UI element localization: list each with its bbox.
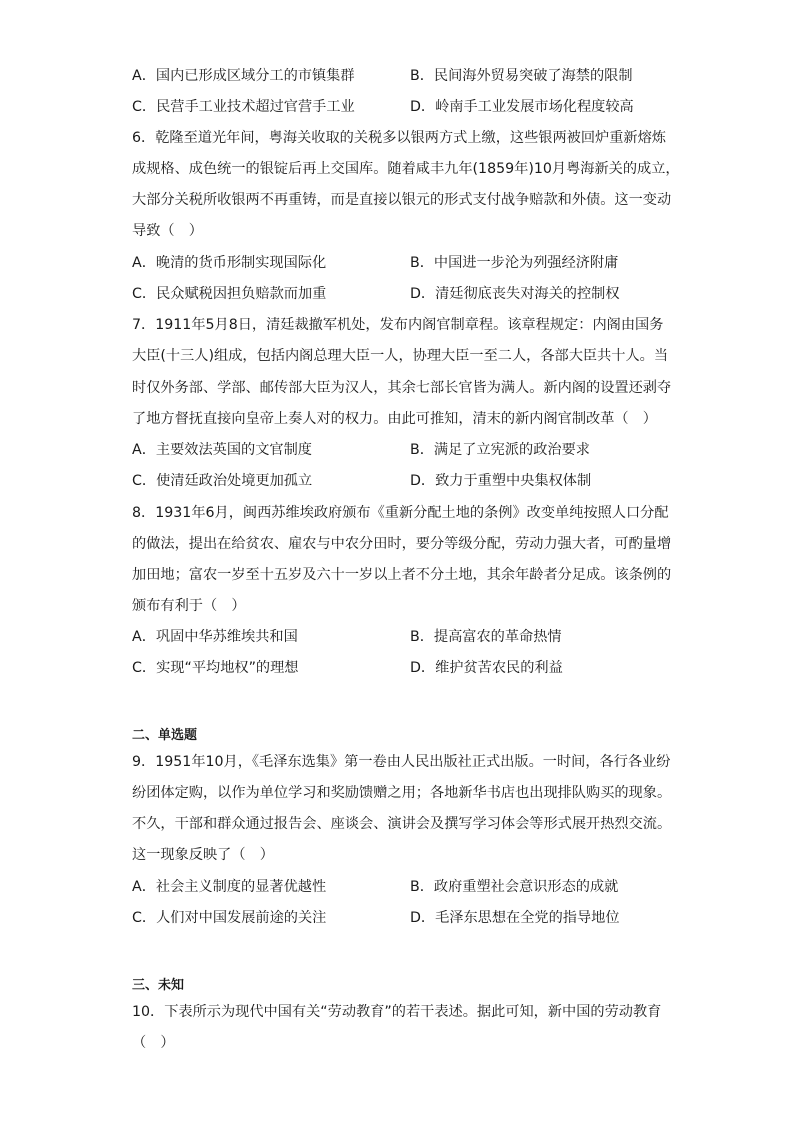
q6-option-a[interactable]: A．晚清的货币形制实现国际化 (132, 255, 327, 271)
q7-stem-line: 大臣(十三人)组成，包括内阁总理大臣一人，协理大臣一至二人，各部大臣共十人。当 (132, 348, 669, 364)
q9-option-b[interactable]: B．政府重塑社会意识形态的成就 (410, 879, 619, 895)
q7-stem-line: 7．1911年5月8日，清廷裁撤军机处，发布内阁官制章程。该章程规定：内阁由国务 (132, 317, 664, 333)
q7-option-c[interactable]: C．使清廷政治处境更加孤立 (132, 473, 313, 489)
q6-stem-line: 大部分关税所收银两不再重铸，而是直接以银元的形式支付战争赔款和外债。这一变动 (132, 192, 672, 208)
q6-option-c[interactable]: C．民众赋税因担负赔款而加重 (132, 286, 327, 302)
q8-option-b[interactable]: B．提高富农的革命热情 (410, 629, 562, 645)
section-heading-unknown: 三、未知 (132, 978, 185, 993)
q9-stem-line: 不久，干部和群众通过报告会、座谈会、演讲会及撰写学习体会等形式展开热烈交流。 (132, 816, 672, 832)
q8-stem-line: 8．1931年6月，闽西苏维埃政府颁布《重新分配土地的条例》改变单纯按照人口分配 (132, 505, 669, 521)
q10-stem-line: （ ） (132, 1035, 175, 1051)
q8-option-a[interactable]: A．巩固中华苏维埃共和国 (132, 629, 298, 645)
q6-option-d[interactable]: D．清廷彻底丧失对海关的控制权 (410, 286, 620, 302)
q9-stem-line: 9．1951年10月，《毛泽东选集》第一卷由人民出版社正式出版。一时间，各行各业纷 (132, 754, 671, 770)
q6-stem-line: 成规格、成色统一的银锭后再上交国库。随着咸丰九年(1859年)10月粤海新关的成立， (132, 161, 680, 177)
q6-stem-line: 6．乾隆至道光年间，粤海关收取的关税多以银两方式上缴，这些银两被回炉重新熔炼 (132, 130, 666, 146)
q9-option-d[interactable]: D．毛泽东思想在全党的指导地位 (410, 910, 620, 926)
q8-stem-line: 的做法，提出在给贫农、雇农与中农分田时，要分等级分配，劳动力强大者，可酌量增 (132, 536, 672, 552)
q7-option-b[interactable]: B．满足了立宪派的政治要求 (410, 442, 590, 458)
q9-option-a[interactable]: A．社会主义制度的显著优越性 (132, 879, 327, 895)
q7-option-a[interactable]: A．主要效法英国的文官制度 (132, 442, 312, 458)
q6-option-b[interactable]: B．中国进一步沦为列强经济附庸 (410, 255, 619, 271)
q5-option-d[interactable]: D．岭南手工业发展市场化程度较高 (410, 99, 634, 115)
q5-option-c[interactable]: C．民营手工业技术超过官营手工业 (132, 99, 355, 115)
q8-stem-line: 加田地；富农一岁至十五岁及六十一岁以上者不分土地，其余年龄者分足成。该条例的 (132, 567, 672, 583)
q9-stem-line: 这一现象反映了（ ） (132, 847, 274, 863)
q5-option-b[interactable]: B．民间海外贸易突破了海禁的限制 (410, 68, 633, 84)
q10-stem-line: 10．下表所示为现代中国有关“劳动教育”的若干表述。据此可知，新中国的劳动教育 (132, 1004, 662, 1020)
q8-stem-line: 颁布有利于（ ） (132, 598, 246, 614)
q8-option-c[interactable]: C．实现“平均地权”的理想 (132, 660, 299, 676)
q5-option-a[interactable]: A．国内已形成区域分工的市镇集群 (132, 68, 355, 84)
q6-stem-line: 导致（ ） (132, 223, 203, 239)
q7-stem-line: 时仅外务部、学部、邮传部大臣为汉人，其余七部长官皆为满人。新内阁的设置还剥夺 (132, 380, 672, 396)
q9-stem-line: 纷团体定购，以作为单位学习和奖励馈赠之用；各地新华书店也出现排队购买的现象。 (132, 785, 672, 801)
q8-option-d[interactable]: D．维护贫苦农民的利益 (410, 660, 563, 676)
q7-stem-line: 了地方督抚直接向皇帝上奏人对的权力。由此可推知，清末的新内阁官制改革（ ） (132, 411, 657, 427)
section-heading-single-choice: 二、单选题 (132, 728, 198, 743)
q7-option-d[interactable]: D．致力于重塑中央集权体制 (410, 473, 592, 489)
q9-option-c[interactable]: C．人们对中国发展前途的关注 (132, 910, 327, 926)
